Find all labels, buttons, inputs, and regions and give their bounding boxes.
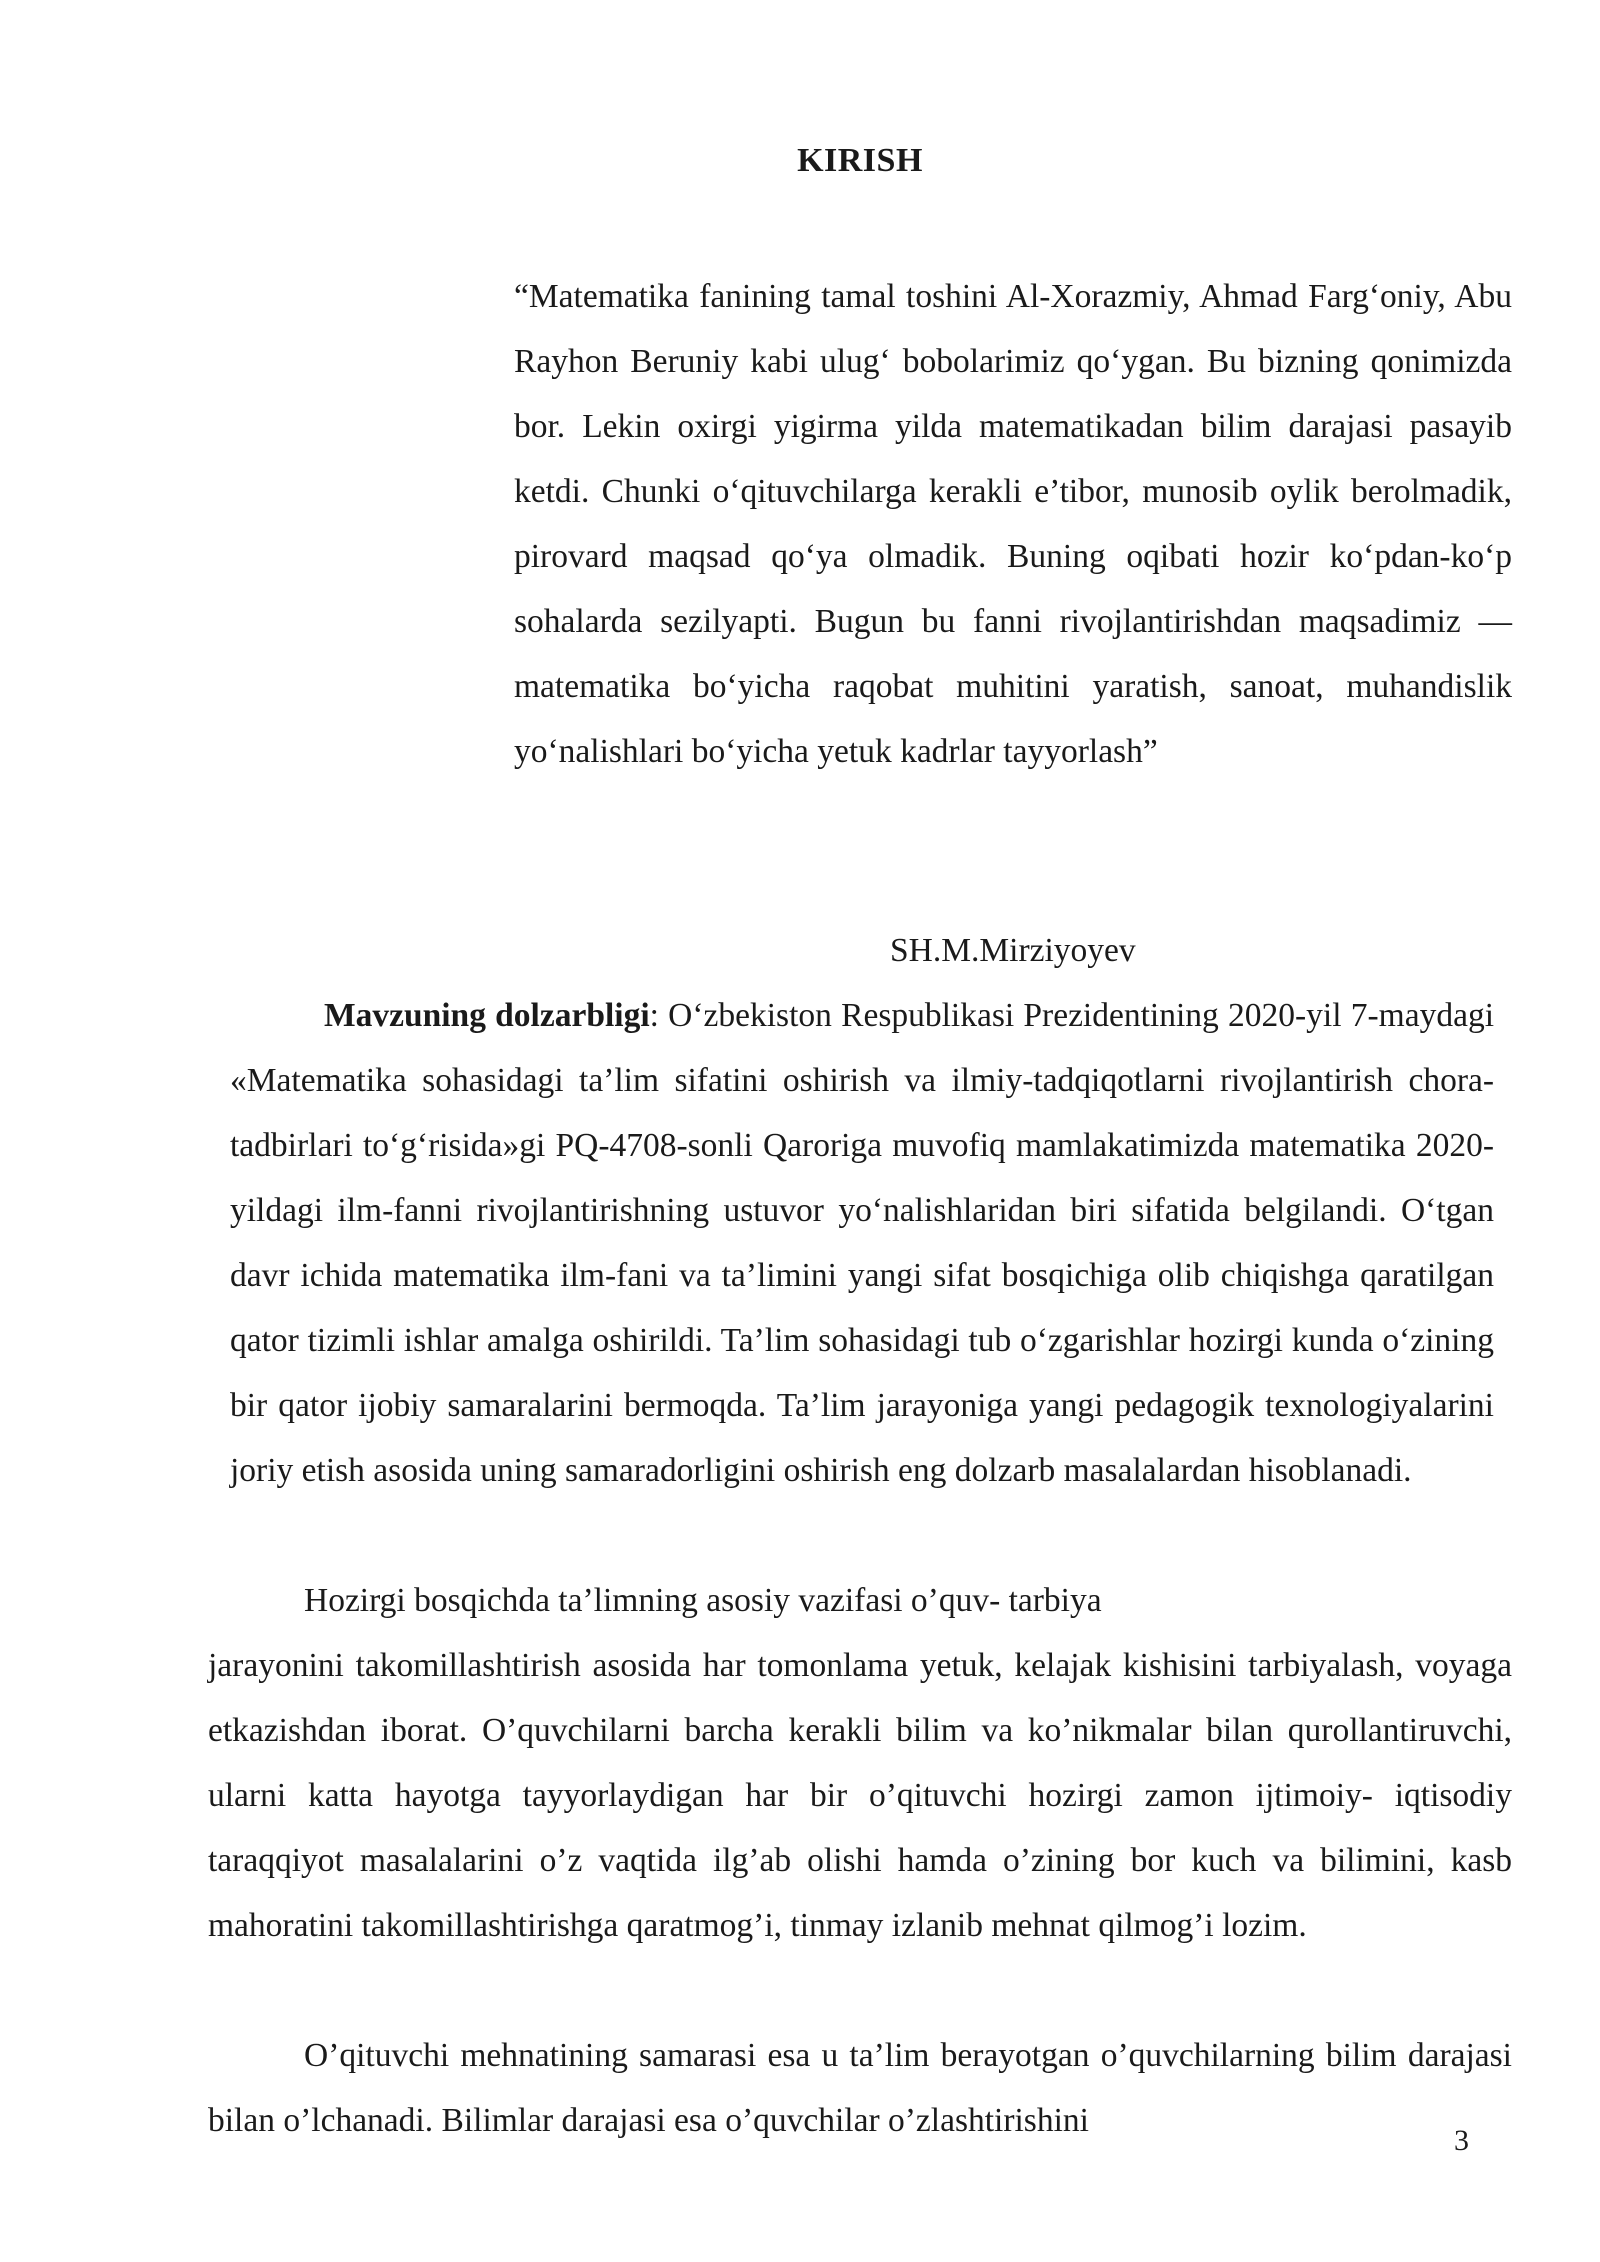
relevance-lead: Mavzuning dolzarbligi xyxy=(324,997,650,1034)
page-number: 3 xyxy=(1454,2124,1469,2157)
paragraph-2-body: jarayonini takomillashtirish asosida har tomonlama yetuk, kelajak kishisini tarbiyalash, voyaga etkazishdan iborat. O’quvchilarni barcha kerakli bilim va ko’nikmalar bilan qurollantiruvchi, ularni katta hayotga tayyorlaydigan har bir o’qituvchi hozirgi zamon ijtimoiy- iqtisodiy taraqqiyot masalalarini o’z vaqtida ilg’ab olishi hamda o’zining bor kuch va bilimini, kasb mahoratini takomillashtirishga qaratmog’i, tinmay izlanib mehnat qilmog’i lozim. xyxy=(208,1647,1512,1944)
paragraph-2-first-line: Hozirgi bosqichda ta’limning asosiy vazifasi o’quv- tarbiya xyxy=(304,1582,1102,1619)
paragraph-3: O’qituvchi mehnatining samarasi esa u ta’lim berayotgan o’quvchilarning bilim darajasi bilan o’lchanadi. Bilimlar darajasi esa o’quvchilar o’zlashtirishini xyxy=(208,2037,1512,2139)
relevance-text: : O‘zbekiston Respublikasi Prezidentining 2020-yil 7-maydagi «Matematika sohasidagi ta’lim sifatini oshirish va ilmiy-tadqiqotlarni rivojlantirish chora-tadbirlari to‘g‘risida»gi PQ-4708-sonli Qaroriga muvofiq mamlakatimizda matematika 2020-yildagi ilm-fanni rivojlantirishning ustuvor yo‘nalishlaridan biri sifatida belgilandi. O‘tgan davr ichida matematika ilm-fani va ta’limini yangi sifat bosqichiga olib chiqishga qaratilgan qator tizimli ishlar amalga oshirildi. Ta’lim sohasidagi tub o‘zgarishlar hozirgi kunda o‘zining bir qator ijobiy samaralarini bermoqda. Ta’lim jarayoniga yangi pedagogik texnologiyalarini joriy etish asosida uning samaradorligini oshirish eng dolzarb masalalardan hisoblanadi. xyxy=(230,997,1494,1489)
epigraph-author: SH.M.Mirziyoyev xyxy=(890,932,1136,969)
epigraph-quote: “Matematika fanining tamal toshini Al-Xorazmiy, Ahmad Farg‘oniy, Abu Rayhon Beruniy kabi ulug‘ bobolarimiz qo‘ygan. Bu bizning qonimizda bor. Lekin oxirgi yigirma yilda matematikadan bilim darajasi pasayib ketdi. Chunki o‘qituvchilarga kerakli e’tibor, munosib oylik berolmadik, pirovard maqsad qo‘ya olmadik. Buning oqibati hozir ko‘pdan-ko‘p sohalarda sezilyapti. Bugun bu fanni rivojlantirishdan maqsadimiz — matematika bo‘yicha raqobat muhitini yaratish, sanoat, muhandislik yo‘nalishlari bo‘yicha yetuk kadrlar tayyorlash” xyxy=(514,278,1512,770)
relevance-paragraph xyxy=(230,983,1494,1503)
page-title: KIRISH xyxy=(797,142,923,179)
